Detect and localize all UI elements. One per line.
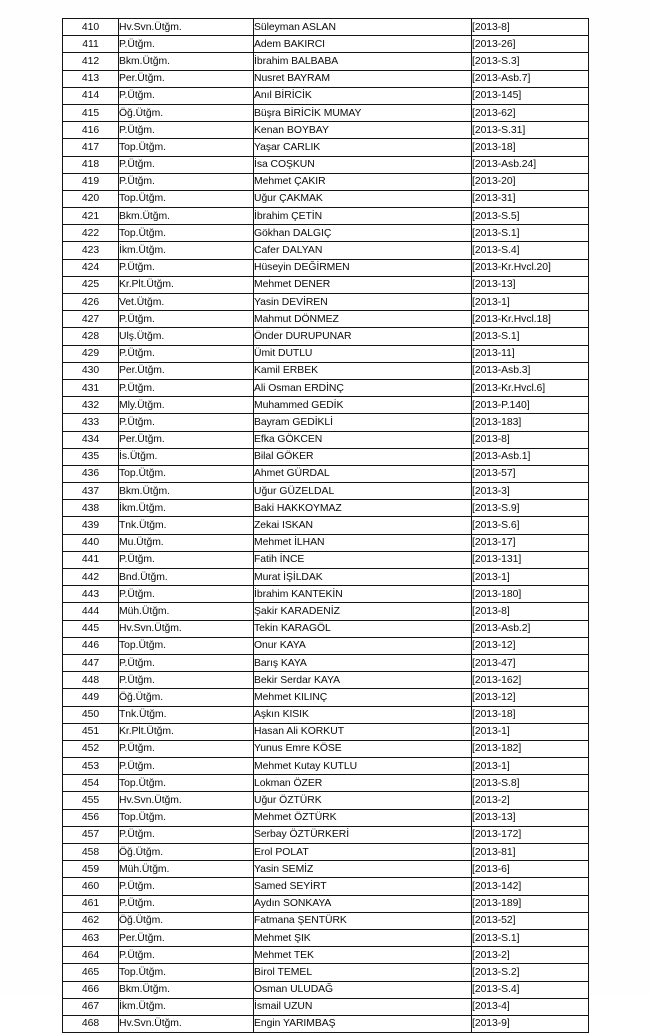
row-rank: Top.Ütğm. <box>119 809 254 826</box>
row-reference-code: [2013-S.4] <box>472 242 589 259</box>
row-rank: P.Ütğm. <box>119 173 254 190</box>
table-row <box>63 379 589 396</box>
row-rank: P.Ütğm. <box>119 345 254 362</box>
row-sequence-number: 463 <box>63 930 119 947</box>
table-row <box>63 912 589 929</box>
row-full-name: Uğur ÖZTÜRK <box>254 792 472 809</box>
row-sequence-number: 446 <box>63 637 119 654</box>
row-reference-code: [2013-4] <box>472 998 589 1015</box>
row-full-name: Gökhan DALGIÇ <box>254 225 472 242</box>
row-reference-code: [2013-6] <box>472 861 589 878</box>
row-sequence-number: 450 <box>63 706 119 723</box>
row-sequence-number: 426 <box>63 293 119 310</box>
row-full-name: Fatih İNCE <box>254 551 472 568</box>
row-rank: P.Ütğm. <box>119 947 254 964</box>
row-full-name: Mehmet ÖZTÜRK <box>254 809 472 826</box>
row-full-name: Aydın SONKAYA <box>254 895 472 912</box>
row-rank: P.Ütğm. <box>119 87 254 104</box>
row-reference-code: [2013-S.8] <box>472 775 589 792</box>
row-sequence-number: 432 <box>63 397 119 414</box>
table-row <box>63 156 589 173</box>
row-sequence-number: 456 <box>63 809 119 826</box>
table-row <box>63 998 589 1015</box>
table-row <box>63 654 589 671</box>
table-row <box>63 311 589 328</box>
row-reference-code: [2013-52] <box>472 912 589 929</box>
row-rank: P.Ütğm. <box>119 414 254 431</box>
row-sequence-number: 468 <box>63 1015 119 1032</box>
row-sequence-number: 448 <box>63 672 119 689</box>
table-row <box>63 947 589 964</box>
row-full-name: Engin YARIMBAŞ <box>254 1015 472 1032</box>
row-full-name: İbrahim BALBABA <box>254 53 472 70</box>
table-row <box>63 208 589 225</box>
row-reference-code: [2013-62] <box>472 105 589 122</box>
row-sequence-number: 431 <box>63 379 119 396</box>
row-rank: Hv.Svn.Ütğm. <box>119 792 254 809</box>
row-reference-code: [2013-182] <box>472 740 589 757</box>
table-row <box>63 929 589 946</box>
table-row <box>63 569 589 586</box>
row-sequence-number: 434 <box>63 431 119 448</box>
row-sequence-number: 437 <box>63 483 119 500</box>
table-row <box>63 87 589 104</box>
row-full-name: İbrahim ÇETİN <box>254 207 472 224</box>
table-row <box>63 104 589 121</box>
row-rank: P.Ütğm. <box>119 121 254 138</box>
row-rank: Top.Ütğm. <box>119 190 254 207</box>
row-reference-code: [2013-183] <box>472 414 589 431</box>
row-reference-code: [2013-47] <box>472 654 589 671</box>
row-rank: P.Ütğm. <box>119 740 254 757</box>
row-full-name: Osman ULUDAĞ <box>254 981 472 998</box>
table-row <box>63 70 589 87</box>
row-reference-code: [2013-13] <box>472 809 589 826</box>
row-sequence-number: 430 <box>63 362 119 379</box>
row-sequence-number: 457 <box>63 826 119 843</box>
row-full-name: Yasin SEMİZ <box>254 861 472 878</box>
row-reference-code: [2013-1] <box>472 569 589 586</box>
row-full-name: Kamil ERBEK <box>254 362 472 379</box>
row-rank: Öğ.Ütğm. <box>119 105 254 122</box>
row-rank: P.Ütğm. <box>119 36 254 53</box>
row-rank: P.Ütğm. <box>119 311 254 328</box>
row-full-name: Murat İŞİLDAK <box>254 569 472 586</box>
row-rank: Öğ.Ütğm. <box>119 844 254 861</box>
row-rank: Hv.Svn.Ütğm. <box>119 620 254 637</box>
table-row <box>63 586 589 603</box>
row-rank: İs.Ütğm. <box>119 448 254 465</box>
table-row <box>63 122 589 139</box>
row-rank: İkm.Ütğm. <box>119 242 254 259</box>
row-rank: P.Ütğm. <box>119 826 254 843</box>
row-reference-code: [2013-Kr.Hvcl.6] <box>472 379 589 396</box>
row-sequence-number: 417 <box>63 139 119 156</box>
row-full-name: Birol TEMEL <box>254 964 472 981</box>
row-full-name: Ümit DUTLU <box>254 345 472 362</box>
table-row <box>63 259 589 276</box>
row-full-name: Tekin KARAGÖL <box>254 620 472 637</box>
row-rank: Top.Ütğm. <box>119 964 254 981</box>
row-full-name: Kenan BOYBAY <box>254 121 472 138</box>
row-sequence-number: 427 <box>63 311 119 328</box>
row-sequence-number: 435 <box>63 448 119 465</box>
table-row <box>63 19 589 36</box>
row-rank: P.Ütğm. <box>119 156 254 173</box>
table-row <box>63 294 589 311</box>
row-rank: P.Ütğm. <box>119 878 254 895</box>
row-reference-code: [2013-3] <box>472 483 589 500</box>
row-sequence-number: 440 <box>63 534 119 551</box>
row-full-name: Cafer DALYAN <box>254 242 472 259</box>
row-reference-code: [2013-Asb.3] <box>472 362 589 379</box>
row-sequence-number: 438 <box>63 500 119 517</box>
table-row <box>63 809 589 826</box>
table-row <box>63 758 589 775</box>
row-reference-code: [2013-11] <box>472 345 589 362</box>
table-row <box>63 328 589 345</box>
table-row <box>63 53 589 70</box>
row-sequence-number: 436 <box>63 465 119 482</box>
table-row <box>63 792 589 809</box>
row-full-name: Anıl BİRİCİK <box>254 87 472 104</box>
row-rank: P.Ütğm. <box>119 672 254 689</box>
row-reference-code: [2013-8] <box>472 19 589 36</box>
row-sequence-number: 453 <box>63 758 119 775</box>
row-reference-code: [2013-2] <box>472 792 589 809</box>
table-row <box>63 964 589 981</box>
row-full-name: Bayram GEDİKLİ <box>254 414 472 431</box>
table-row <box>63 844 589 861</box>
row-full-name: Ali Osman ERDİNÇ <box>254 379 472 396</box>
row-full-name: Şakir KARADENİZ <box>254 603 472 620</box>
row-sequence-number: 467 <box>63 998 119 1015</box>
table-row <box>63 706 589 723</box>
table-row <box>63 276 589 293</box>
row-full-name: Serbay ÖZTÜRKERİ <box>254 826 472 843</box>
row-sequence-number: 458 <box>63 844 119 861</box>
row-rank: Bkm.Ütğm. <box>119 483 254 500</box>
row-sequence-number: 439 <box>63 517 119 534</box>
row-reference-code: [2013-Asb.1] <box>472 448 589 465</box>
row-reference-code: [2013-Kr.Hvcl.20] <box>472 259 589 276</box>
table-row <box>63 225 589 242</box>
row-rank: Top.Ütğm. <box>119 775 254 792</box>
row-full-name: Barış KAYA <box>254 654 472 671</box>
row-sequence-number: 460 <box>63 878 119 895</box>
row-rank: P.Ütğm. <box>119 259 254 276</box>
row-rank: Per.Ütğm. <box>119 431 254 448</box>
row-full-name: Mahmut DÖNMEZ <box>254 311 472 328</box>
row-reference-code: [2013-1] <box>472 723 589 740</box>
row-rank: Per.Ütğm. <box>119 70 254 87</box>
personnel-roster-table <box>62 18 589 1033</box>
row-full-name: Bekir Serdar KAYA <box>254 672 472 689</box>
table-row <box>63 723 589 740</box>
row-sequence-number: 452 <box>63 740 119 757</box>
row-sequence-number: 428 <box>63 328 119 345</box>
table-row <box>63 534 589 551</box>
row-reference-code: [2013-S.1] <box>472 328 589 345</box>
row-full-name: Mehmet KILINÇ <box>254 689 472 706</box>
row-rank: Kr.Plt.Ütğm. <box>119 723 254 740</box>
row-full-name: İsmail UZUN <box>254 998 472 1015</box>
row-rank: Tnk.Ütğm. <box>119 517 254 534</box>
row-sequence-number: 466 <box>63 981 119 998</box>
table-row <box>63 775 589 792</box>
row-reference-code: [2013-31] <box>472 190 589 207</box>
row-sequence-number: 445 <box>63 620 119 637</box>
row-reference-code: [2013-1] <box>472 293 589 310</box>
table-row <box>63 173 589 190</box>
row-full-name: Bilal GÖKER <box>254 448 472 465</box>
row-reference-code: [2013-S.9] <box>472 500 589 517</box>
row-full-name: Mehmet ŞIK <box>254 930 472 947</box>
row-sequence-number: 429 <box>63 345 119 362</box>
row-reference-code: [2013-Asb.7] <box>472 70 589 87</box>
row-sequence-number: 421 <box>63 207 119 224</box>
row-full-name: Büşra BİRİCİK MUMAY <box>254 105 472 122</box>
row-sequence-number: 459 <box>63 861 119 878</box>
row-reference-code: [2013-S.6] <box>472 517 589 534</box>
row-sequence-number: 447 <box>63 654 119 671</box>
row-reference-code: [2013-S.3] <box>472 53 589 70</box>
row-reference-code: [2013-S.5] <box>472 207 589 224</box>
row-full-name: Aşkın KISIK <box>254 706 472 723</box>
row-reference-code: [2013-Kr.Hvcl.18] <box>472 311 589 328</box>
table-row <box>63 139 589 156</box>
row-sequence-number: 441 <box>63 551 119 568</box>
row-full-name: Onur KAYA <box>254 637 472 654</box>
row-rank: Müh.Ütğm. <box>119 603 254 620</box>
row-reference-code: [2013-81] <box>472 844 589 861</box>
row-rank: Kr.Plt.Ütğm. <box>119 276 254 293</box>
row-rank: Bnd.Ütğm. <box>119 569 254 586</box>
row-rank: Öğ.Ütğm. <box>119 689 254 706</box>
row-sequence-number: 455 <box>63 792 119 809</box>
table-row <box>63 483 589 500</box>
table-row <box>63 190 589 207</box>
row-rank: P.Ütğm. <box>119 379 254 396</box>
row-rank: P.Ütğm. <box>119 654 254 671</box>
row-sequence-number: 442 <box>63 569 119 586</box>
row-rank: İkm.Ütğm. <box>119 500 254 517</box>
table-row <box>63 517 589 534</box>
row-reference-code: [2013-142] <box>472 878 589 895</box>
table-row <box>63 861 589 878</box>
row-sequence-number: 433 <box>63 414 119 431</box>
row-sequence-number: 444 <box>63 603 119 620</box>
row-full-name: Mehmet TEK <box>254 947 472 964</box>
row-reference-code: [2013-P.140] <box>472 397 589 414</box>
row-rank: P.Ütğm. <box>119 551 254 568</box>
row-reference-code: [2013-8] <box>472 603 589 620</box>
table-row <box>63 414 589 431</box>
row-reference-code: [2013-8] <box>472 431 589 448</box>
row-rank: Bkm.Ütğm. <box>119 981 254 998</box>
row-sequence-number: 425 <box>63 276 119 293</box>
table-row <box>63 448 589 465</box>
row-full-name: Hasan Ali KORKUT <box>254 723 472 740</box>
row-full-name: Fatmana ŞENTÜRK <box>254 912 472 929</box>
row-reference-code: [2013-131] <box>472 551 589 568</box>
row-full-name: Muhammed GEDİK <box>254 397 472 414</box>
table-row <box>63 431 589 448</box>
row-rank: Mly.Ütğm. <box>119 397 254 414</box>
row-full-name: Baki HAKKOYMAZ <box>254 500 472 517</box>
row-rank: Top.Ütğm. <box>119 225 254 242</box>
table-row <box>63 362 589 379</box>
row-full-name: Zekai ISKAN <box>254 517 472 534</box>
table-row <box>63 1015 589 1032</box>
row-full-name: Lokman ÖZER <box>254 775 472 792</box>
row-reference-code: [2013-172] <box>472 826 589 843</box>
row-reference-code: [2013-S.1] <box>472 225 589 242</box>
row-sequence-number: 416 <box>63 121 119 138</box>
table-row <box>63 672 589 689</box>
table-row <box>63 345 589 362</box>
row-reference-code: [2013-13] <box>472 276 589 293</box>
row-full-name: Uğur GÜZELDAL <box>254 483 472 500</box>
row-full-name: Yasin DEVİREN <box>254 293 472 310</box>
table-row <box>63 826 589 843</box>
row-reference-code: [2013-57] <box>472 465 589 482</box>
row-reference-code: [2013-1] <box>472 758 589 775</box>
row-sequence-number: 449 <box>63 689 119 706</box>
row-reference-code: [2013-162] <box>472 672 589 689</box>
row-rank: Tnk.Ütğm. <box>119 706 254 723</box>
row-sequence-number: 454 <box>63 775 119 792</box>
row-sequence-number: 424 <box>63 259 119 276</box>
row-sequence-number: 465 <box>63 964 119 981</box>
row-rank: P.Ütğm. <box>119 586 254 603</box>
row-sequence-number: 420 <box>63 190 119 207</box>
table-row <box>63 465 589 482</box>
row-reference-code: [2013-18] <box>472 706 589 723</box>
roster-table-body <box>63 19 589 1033</box>
row-full-name: Uğur ÇAKMAK <box>254 190 472 207</box>
table-row <box>63 500 589 517</box>
row-sequence-number: 415 <box>63 105 119 122</box>
row-full-name: Süleyman ASLAN <box>254 19 472 36</box>
row-sequence-number: 451 <box>63 723 119 740</box>
row-sequence-number: 423 <box>63 242 119 259</box>
row-reference-code: [2013-S.1] <box>472 930 589 947</box>
row-rank: Vet.Ütğm. <box>119 293 254 310</box>
row-sequence-number: 414 <box>63 87 119 104</box>
row-reference-code: [2013-S.4] <box>472 981 589 998</box>
row-full-name: Mehmet Kutay KUTLU <box>254 758 472 775</box>
row-full-name: Samed SEYİRT <box>254 878 472 895</box>
row-full-name: Efka GÖKCEN <box>254 431 472 448</box>
row-rank: Mu.Ütğm. <box>119 534 254 551</box>
row-rank: P.Ütğm. <box>119 895 254 912</box>
table-row <box>63 551 589 568</box>
row-full-name: Ahmet GÜRDAL <box>254 465 472 482</box>
row-reference-code: [2013-17] <box>472 534 589 551</box>
row-full-name: Önder DURUPUNAR <box>254 328 472 345</box>
row-reference-code: [2013-189] <box>472 895 589 912</box>
row-reference-code: [2013-S.31] <box>472 121 589 138</box>
table-row <box>63 603 589 620</box>
row-sequence-number: 412 <box>63 53 119 70</box>
row-reference-code: [2013-180] <box>472 586 589 603</box>
row-sequence-number: 461 <box>63 895 119 912</box>
row-full-name: Yaşar CARLIK <box>254 139 472 156</box>
row-rank: Top.Ütğm. <box>119 637 254 654</box>
table-row <box>63 620 589 637</box>
row-rank: Öğ.Ütğm. <box>119 912 254 929</box>
row-sequence-number: 418 <box>63 156 119 173</box>
row-sequence-number: 462 <box>63 912 119 929</box>
row-rank: Bkm.Ütğm. <box>119 53 254 70</box>
row-rank: İkm.Ütğm. <box>119 998 254 1015</box>
row-sequence-number: 411 <box>63 36 119 53</box>
table-row <box>63 397 589 414</box>
row-reference-code: [2013-145] <box>472 87 589 104</box>
row-sequence-number: 464 <box>63 947 119 964</box>
row-full-name: Mehmet DENER <box>254 276 472 293</box>
row-rank: Top.Ütğm. <box>119 139 254 156</box>
row-reference-code: [2013-9] <box>472 1015 589 1032</box>
row-reference-code: [2013-26] <box>472 36 589 53</box>
table-row <box>63 981 589 998</box>
row-rank: Per.Ütğm. <box>119 930 254 947</box>
row-sequence-number: 422 <box>63 225 119 242</box>
roster-table-container <box>62 18 588 1033</box>
row-sequence-number: 413 <box>63 70 119 87</box>
row-rank: Hv.Svn.Ütğm. <box>119 1015 254 1032</box>
table-row <box>63 242 589 259</box>
row-reference-code: [2013-2] <box>472 947 589 964</box>
row-rank: Ulş.Ütğm. <box>119 328 254 345</box>
table-row <box>63 895 589 912</box>
row-reference-code: [2013-S.2] <box>472 964 589 981</box>
row-reference-code: [2013-12] <box>472 637 589 654</box>
row-reference-code: [2013-20] <box>472 173 589 190</box>
row-rank: P.Ütğm. <box>119 758 254 775</box>
row-reference-code: [2013-Asb.2] <box>472 620 589 637</box>
table-row <box>63 740 589 757</box>
row-full-name: Mehmet ÇAKIR <box>254 173 472 190</box>
table-row <box>63 36 589 53</box>
row-sequence-number: 419 <box>63 173 119 190</box>
row-full-name: Adem BAKIRCI <box>254 36 472 53</box>
table-row <box>63 637 589 654</box>
row-full-name: Yunus Emre KÖSE <box>254 740 472 757</box>
row-full-name: Hüseyin DEĞİRMEN <box>254 259 472 276</box>
row-rank: Bkm.Ütğm. <box>119 207 254 224</box>
row-full-name: İsa COŞKUN <box>254 156 472 173</box>
row-sequence-number: 410 <box>63 19 119 36</box>
row-sequence-number: 443 <box>63 586 119 603</box>
row-full-name: Erol POLAT <box>254 844 472 861</box>
row-full-name: Nusret BAYRAM <box>254 70 472 87</box>
row-full-name: Mehmet İLHAN <box>254 534 472 551</box>
row-reference-code: [2013-Asb.24] <box>472 156 589 173</box>
row-full-name: İbrahim KANTEKİN <box>254 586 472 603</box>
row-rank: Müh.Ütğm. <box>119 861 254 878</box>
row-rank: Top.Ütğm. <box>119 465 254 482</box>
row-reference-code: [2013-18] <box>472 139 589 156</box>
table-row <box>63 689 589 706</box>
row-rank: Per.Ütğm. <box>119 362 254 379</box>
row-reference-code: [2013-12] <box>472 689 589 706</box>
row-rank: Hv.Svn.Ütğm. <box>119 19 254 36</box>
table-row <box>63 878 589 895</box>
